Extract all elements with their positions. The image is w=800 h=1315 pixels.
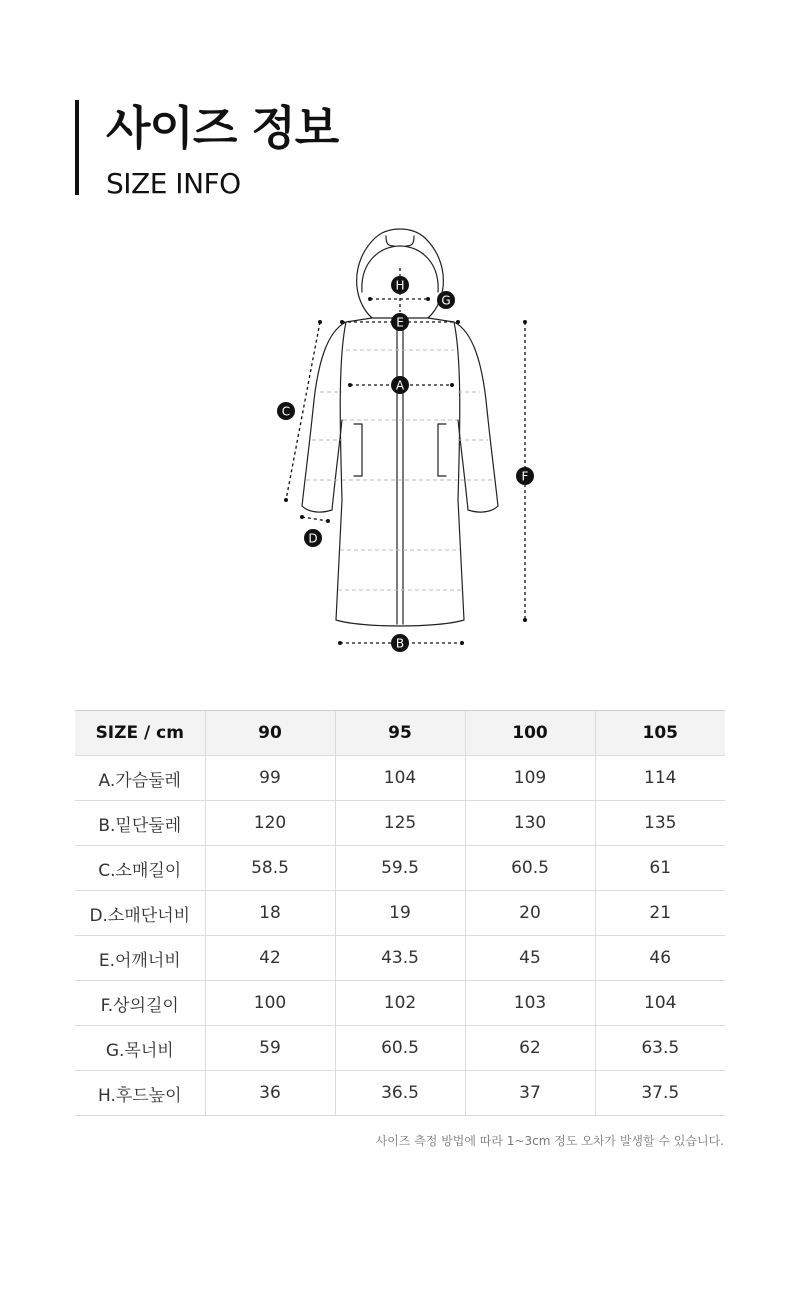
table-cell: 60.5 xyxy=(465,846,595,891)
coat-right-pocket xyxy=(438,424,446,476)
table-cell: 103 xyxy=(465,981,595,1026)
table-cell: 59 xyxy=(205,1026,335,1071)
measure-endpoint xyxy=(523,320,527,324)
coat-left-sleeve xyxy=(302,322,346,512)
measure-endpoint xyxy=(348,383,352,387)
svg-text:C: C xyxy=(281,404,291,419)
table-cell: 43.5 xyxy=(335,936,465,981)
svg-text:E: E xyxy=(396,315,404,330)
svg-text:B: B xyxy=(395,636,405,651)
table-cell: 63.5 xyxy=(595,1026,725,1071)
table-cell: 130 xyxy=(465,801,595,846)
row-label: C.소매길이 xyxy=(75,846,205,891)
row-label: G.목너비 xyxy=(75,1026,205,1071)
row-label: D.소매단너비 xyxy=(75,891,205,936)
table-cell: 21 xyxy=(595,891,725,936)
table-row xyxy=(75,891,725,936)
svg-text:D: D xyxy=(308,531,318,546)
table-row xyxy=(75,801,725,846)
table-cell: 102 xyxy=(335,981,465,1026)
table-cell: 36 xyxy=(205,1071,335,1116)
page-title: 사이즈 정보 xyxy=(106,101,339,155)
measure-line-d xyxy=(302,517,328,521)
coat-measurement-diagram xyxy=(270,225,540,660)
row-label: B.밑단둘레 xyxy=(75,801,205,846)
row-label: A.가슴둘레 xyxy=(75,756,205,801)
table-cell: 120 xyxy=(205,801,335,846)
coat-hood-seam xyxy=(386,236,414,246)
svg-text:A: A xyxy=(395,378,405,393)
measure-endpoint xyxy=(523,618,527,622)
table-cell: 36.5 xyxy=(335,1071,465,1116)
table-cell: 20 xyxy=(465,891,595,936)
row-label: E.어깨너비 xyxy=(75,936,205,981)
table-cell: 61 xyxy=(595,846,725,891)
coat-body xyxy=(336,315,464,626)
table-row xyxy=(75,846,725,891)
measure-endpoint xyxy=(368,297,372,301)
table-cell: 104 xyxy=(335,756,465,801)
table-cell: 135 xyxy=(595,801,725,846)
table-cell: 37 xyxy=(465,1071,595,1116)
svg-text:G: G xyxy=(441,293,451,308)
coat-left-pocket xyxy=(354,424,362,476)
measure-endpoint xyxy=(426,297,430,301)
table-header-cell: 90 xyxy=(205,711,335,756)
table-cell: 99 xyxy=(205,756,335,801)
coat-zipper xyxy=(396,315,404,624)
measure-endpoint xyxy=(450,383,454,387)
measure-endpoint xyxy=(340,320,344,324)
table-cell: 125 xyxy=(335,801,465,846)
row-label: H.후드높이 xyxy=(75,1071,205,1116)
table-cell: 114 xyxy=(595,756,725,801)
table-header-cell: 100 xyxy=(465,711,595,756)
size-table xyxy=(75,710,725,1116)
measurement-note: 사이즈 측정 방법에 따라 1~3cm 정도 오차가 발생할 수 있습니다. xyxy=(375,1134,724,1148)
table-header-cell: SIZE / cm xyxy=(75,711,205,756)
table-cell: 62 xyxy=(465,1026,595,1071)
table-header-cell: 95 xyxy=(335,711,465,756)
table-cell: 45 xyxy=(465,936,595,981)
measure-endpoint xyxy=(460,641,464,645)
measure-endpoint xyxy=(338,641,342,645)
measure-endpoint xyxy=(326,519,330,523)
marker-e xyxy=(391,313,409,331)
table-cell: 104 xyxy=(595,981,725,1026)
table-cell: 37.5 xyxy=(595,1071,725,1116)
table-cell: 19 xyxy=(335,891,465,936)
table-cell: 59.5 xyxy=(335,846,465,891)
coat-right-sleeve xyxy=(454,322,498,512)
svg-text:H: H xyxy=(395,278,405,293)
marker-d xyxy=(304,529,322,547)
marker-a xyxy=(391,376,409,394)
table-cell: 109 xyxy=(465,756,595,801)
table-row xyxy=(75,936,725,981)
marker-h xyxy=(391,276,409,294)
table-cell: 46 xyxy=(595,936,725,981)
table-header-cell: 105 xyxy=(595,711,725,756)
table-cell: 42 xyxy=(205,936,335,981)
svg-text:F: F xyxy=(521,469,529,484)
table-cell: 18 xyxy=(205,891,335,936)
table-row xyxy=(75,756,725,801)
title-accent-bar xyxy=(75,100,79,195)
measure-endpoint xyxy=(318,320,322,324)
marker-f xyxy=(516,467,534,485)
marker-c xyxy=(277,402,295,420)
measure-endpoint xyxy=(284,498,288,502)
measure-endpoint xyxy=(456,320,460,324)
page-subtitle: SIZE INFO xyxy=(106,167,241,200)
table-cell: 58.5 xyxy=(205,846,335,891)
table-cell: 60.5 xyxy=(335,1026,465,1071)
marker-g xyxy=(437,291,455,309)
table-cell: 100 xyxy=(205,981,335,1026)
row-label: F.상의길이 xyxy=(75,981,205,1026)
table-row xyxy=(75,1026,725,1071)
table-header-row xyxy=(75,711,725,756)
measure-endpoint xyxy=(300,515,304,519)
table-row xyxy=(75,1071,725,1116)
marker-b xyxy=(391,634,409,652)
table-row xyxy=(75,981,725,1026)
